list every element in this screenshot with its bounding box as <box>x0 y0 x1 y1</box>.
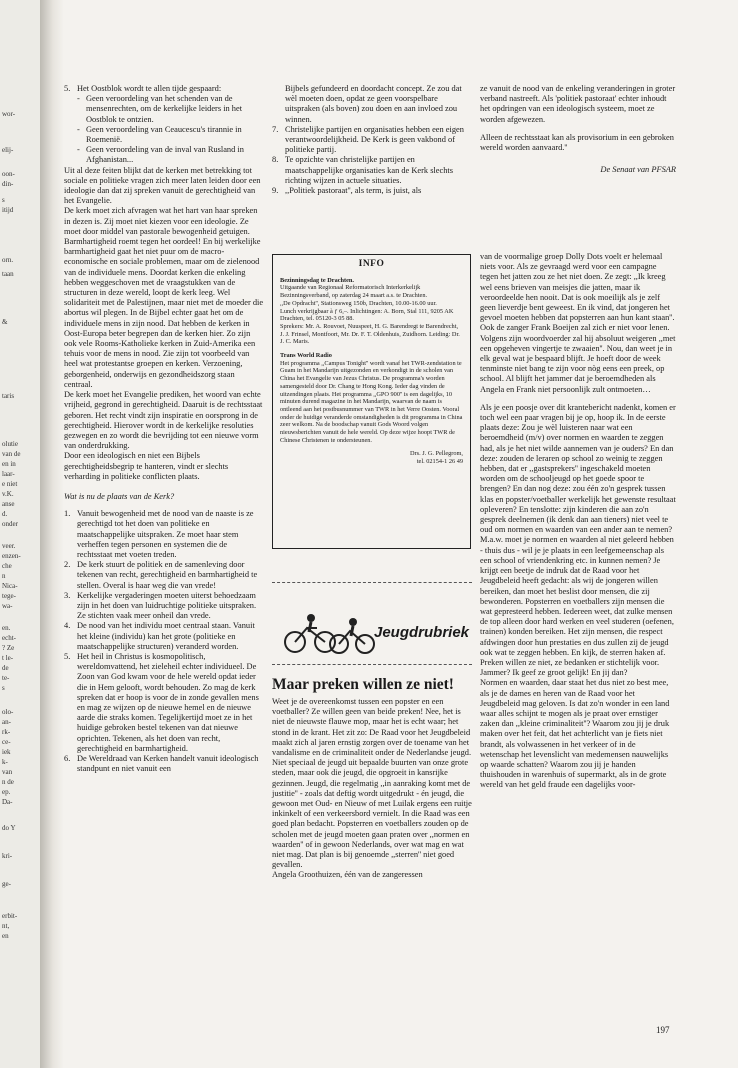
edge-fragment: Nica- <box>2 582 18 590</box>
divider <box>272 664 472 665</box>
edge-fragment: Da- <box>2 798 13 806</box>
edge-fragment: van <box>2 768 13 776</box>
left-page-edge <box>0 0 40 1068</box>
edge-fragment: che <box>2 562 12 570</box>
paragraph: van de voormalige groep Dolly Dots voelt er helemaal niets voor. Als ze gevraagd werd voor een campagne tegen het jatten zou ze het niet doen. Ze zegt: ,,Ik kreeg wel eens brieven van meisjes die jatten, maar ik veroordeelde hen nooit. Dat is ook moeilijk als je zelf geen lieverdje bent geweest. En ik vind, dat jongeren het gevoel moeten hebben dat popsterren aan hun kant staan''. Ook de zanger Frank Boeijen zal zich er niet voor lenen. Volgens zijn woordvoerder zal hij absoluut weigeren ,,met een opgeheven vingertje te zwaaien''. Nou, dan weet je in elk geval wat je bespaard blijft. Je hoeft door de week tenminste niet bang te zijn voor nòg eens een preek, op school. Al blijft het jammer dat je beroemdheden als Angela en Frank niet persoonlijk zult ontmoeten… <box>480 252 676 394</box>
info-contact-tel: tel. 02154-1 26 49 <box>416 458 463 466</box>
paragraph: Door een ideologisch en niet een Bijbels gerechtigheidsbegrip te hanteren, vindt er slechts verharding in politieke conflicten plaats. <box>64 451 229 481</box>
list-item <box>64 652 264 754</box>
list-item <box>64 591 264 622</box>
info-block-title: Bezinningsdag te Drachten. <box>280 276 354 284</box>
item-text: De nood van het individu moet centraal staan. Vanuit het kleine (individu) kan het grote (politieke en maatschappelijke structuren) veranderd worden. <box>77 621 255 651</box>
paragraph: Als je een poosje over dit krantebericht nadenkt, komen er toch wel een paar vragen bij je op, hoop ik. In de eerste plaats deze: Zou je wèl luisteren naar wat een beroemdheid (m/v) over normen en waarden te zeggen had, als je het niet wilde aannemen van je ouders? En dan deze: zouden de leraren op school zo weinig te zeggen hebben, dat er ,,gastsprekers'' ingeschakeld moeten worden om de schooljeugd op het goede spoor te brengen? En dan nog deze: zou één zo'n gesprek tussen klas en popster/voetballer werkelijk het gewenste resultaat opleveren? En tenslotte: zijn kinderen die aan zo'n gesprek deelnemen (ik denk dan aan tieners) niet veel te oud om normen en waarden van een ander aan te nemen? M.a.w. moet je normen en waarden al niet geleerd hebben - thuis dus - wil je je plaats in een leefgemeenschap als een school of vriendenkring etc. in kunnen nemen? Je krijgt een beetje de indruk dat de Raad voor het Jeugdbeleid heeft gedacht: als wij de jongeren willen bereiken, dan moet het beslist door mensen, die zij bewonderen. Popsterren en voetballers zijn mensen die wat gepresteerd hebben. Iedereen weet, dat zulke mensen de top alleen door hard werken en veel studeren (oefenen, trainen) konden bereiken. Het zijn mensen, die respect afdwingen door hun prestaties en dus zullen zij de jeugd ook wat te zeggen hebben. En kijk, de sterren haken af. Preken willen ze niet, ze bedanken er stichtelijk voor. Jammer? Ik geef ze groot gelijk! En jij dan? <box>480 402 676 678</box>
list-item <box>64 754 264 774</box>
edge-fragment: wor- <box>2 110 16 118</box>
sub-item: - Geen veroordeling van Ceaucescu's tirannie in Roemenië. <box>77 125 264 145</box>
list-item <box>272 186 472 196</box>
edge-fragment: n <box>2 572 6 580</box>
edge-fragment: t le- <box>2 654 14 662</box>
item-number: 5. <box>64 84 71 93</box>
item-number: 4. <box>64 621 71 631</box>
edge-fragment: d. <box>2 510 8 518</box>
column-left <box>64 84 264 774</box>
edge-fragment: taris <box>2 392 15 400</box>
item-number: 8. <box>272 155 279 165</box>
paragraph: Weet je de overeenkomst tussen een popster en een voetballer? Ze willen geen van beide preken! Nee, het is niet de nieuwste flauwe mop, maar het is echt waar; het stond in de krant. Het zit zo: De Raad voor het Jeugdbeleid maakt zich al jaren ernstig zorgen over de toename van het vandalisme en de criminaliteit onder de Nederlandse jeugd. Niet speciaal de jeugd uit bepaalde buurten van onze grote steden, maar ook die jeugd, die opgroeit in kansrijke gezinnen. Jeugd, die regelmatig ,,in aanraking komt met de justitie'' - zoals dat deftig wordt uitgedrukt - én jeugd, die gewoon met Oud- en Nieuw of met Luilak ergens een ruitje inkinkelt of een verkeersbord vernielt. In die Raad was een goed plan bedacht. Popsterren en voetballers zouden op de scholen met de jeugd moeten gaan praten over ,,normen en waarden'' of in gewoon Nederlands, over wat mag en wat niet mag. Dat plan is bij genoemde ,,sterren'' niet goed gevallen. <box>272 697 472 870</box>
info-box <box>272 254 471 549</box>
edge-fragment: itijd <box>2 206 14 214</box>
list-item <box>64 84 264 94</box>
edge-fragment: olo- <box>2 708 14 716</box>
item-number: 1. <box>64 509 71 519</box>
edge-fragment: rk- <box>2 728 11 736</box>
section-title: Jeugdrubriek <box>374 624 470 641</box>
item-number: 2. <box>64 560 71 570</box>
edge-fragment: erbit- <box>2 912 18 920</box>
edge-fragment: iek <box>2 748 11 756</box>
section-question: Wat is nu de plaats van de Kerk? <box>64 491 175 501</box>
item-number: 7. <box>272 124 279 134</box>
info-text: Het programma ,,Campus Tonight'' wordt vanaf het TWR-zendstation te Guam in het Mandarijn uitgezonden en verkondigt in de scholen van China het Evangelie van Jezus Christus. De programma's worden samengesteld door Dr. Chang te Hong Kong. Ieder dag vinden de uitzendingen plaats. Het programma ,,GPO 900'' is een dagelijks, 10 minuten durend magazine in het Mandarijn, waarvan de naam is ontleend aan het postbusnummer van TWR in het Verre Oosten. Vooral onder de huidige veranderde omstandigheden is dit programma in China zeer welkom. Na de boodschap vanuit Gods Woord volgen nieuwsberichten vanuit de hele wereld. Op deze wijze hoopt TWR de Chinese Christenen te ondersteunen. <box>280 359 463 444</box>
edge-fragment: v.K. <box>2 490 14 498</box>
edge-fragment: wa- <box>2 602 13 610</box>
edge-fragment: te- <box>2 674 10 682</box>
edge-fragment: enzen- <box>2 552 21 560</box>
column-right-top <box>480 84 676 175</box>
article-headline: Maar preken willen ze niet! <box>272 676 454 693</box>
edge-fragment: n de <box>2 778 14 786</box>
edge-fragment: echt- <box>2 634 16 642</box>
list-item <box>64 560 264 591</box>
edge-fragment: en <box>2 932 9 940</box>
info-text: ,,De Opdracht'', Stationsweg 150b, Drachten, 10.00-16.00 uur. <box>280 299 437 307</box>
item-text: Het heil in Christus is kosmopolitisch, wereldomvattend, het zieleheil echter individueel. De Zoon van God kwam voor de hele wereld opdat ieder die in Hem gelooft, wordt behouden. Zo mag de kerk spreken dat er hoop is voor de in zonde gevallen mens en mag ze wijzen op de nieuwe hemel en de nieuwe aarde die straks komen. Tegelijkertijd moet ze in het huidige gebroken bestel tekenen van dat nieuwe oprichten. Tekenen, als het doen van recht, gerechtigheid en barmhartigheid. <box>77 651 259 753</box>
item-text: De Wereldraad van Kerken handelt vanuit ideologisch standpunt en niet vanuit een <box>77 754 259 774</box>
item-number: 5. <box>64 651 71 661</box>
edge-fragment: & <box>2 318 8 326</box>
article-body <box>272 697 472 881</box>
edge-fragment: kri- <box>2 852 13 860</box>
edge-fragment: van de <box>2 450 21 458</box>
list-item <box>64 509 264 560</box>
divider <box>272 582 472 583</box>
edge-fragment: din- <box>2 180 14 188</box>
edge-fragment: olutie <box>2 440 18 448</box>
info-contact-name: Drs. J. G. Pellegrom, <box>410 450 463 458</box>
item-text: ,,Politiek pastoraat'', als term, is juist, als <box>285 186 422 196</box>
paragraph: Angela Groothuizen, één van de zangeressen <box>272 870 423 880</box>
info-text: Lunch verkrijgbaar à ƒ 6,–. Inlichtingen: A. Born, Stal 111, 9205 AK Drachten, tel. 05120-3 05 88. <box>280 307 454 323</box>
edge-fragment: de <box>2 664 9 672</box>
info-text: Sprekers: Mr. A. Rouvoet, Nuuspeet, H. G. Barendregt te Barendrecht, J. J. Frinsel, Montfoort, Mr. Dr. F. T. Oldenhuis, Zuidhorn. Leiding: Dr. J. C. Maris. <box>280 322 460 346</box>
sub-item: - Geen veroordeling van de inval van Rusland in Afghanistan... <box>77 145 264 165</box>
edge-fragment: nt, <box>2 922 10 930</box>
paragraph: Normen en waarden, daar staat het dus niet zo best mee, als je de dames en heren van de Raad voor het Jeugdbeleid mag geloven. Is dat zo'n wonder in een land waar alles schijnt te mogen als je praat over ernstiger zaken dan ,,kleine criminaliteit''? Waarom zou jij je druk maken over het feit, dat het achterlicht van je fiets niet brandt, als volwassenen in het verkeer of in de wetenschap het levenslicht van medemensen nauwelijks op waarde schatten? Waarom zou jij je handen thuishouden in warenhuis of supermarkt, als in de grote wereld van het geld fraude een dagelijks voor- <box>480 678 670 790</box>
info-block-title: Trans World Radio <box>280 352 332 360</box>
item-number: 3. <box>64 590 71 600</box>
paragraph: Bijbels gefundeerd en doordacht concept. Ze zou dat wèl moeten doen, opdat ze geen voorspelbare uitspraken (als boven) zou doen en aan invloed zou winnen. <box>285 84 462 124</box>
edge-fragment: onder <box>2 520 18 528</box>
paragraph: De kerk moet zich afvragen wat het hart van haar spreken in dezen is. Zij moet niet kiezen voor een ideologie. Ze moet door middel van pastorale bewogenheid getuigen. Barmhartigheid roemt tegen het oordeel! En bij werkelijke barmhartigheid gaat het niet puur om de macro-economische en sociale problemen, maar om de zielenood van de individuele mens. Doordat kerken die enkeling hebben weggeschoven met de vraagstukken van de structuren in deze wereld, loopt de kerk leeg. Wel solidariteit met de Palestijnen, maar niet met de moeder die abortus wil plegen. In de Bijbel echter gaat het om de individuele mens in zijn nood. Dat hebben de kerken in Oost-Europa beter begrepen dan de kerken hier. Zo zijn ook vele Rooms-Katholieke kerken in Zuid-Amerika een tehuis voor de mens in nood. Zie zijn tot voorbeeld van heel wat protestantse groepen en kerken. Verzoening, geborgenheid, onderwijs en gezondheidszorg staan centraal. <box>64 206 264 389</box>
item-number: 9. <box>272 186 279 196</box>
edge-fragment: s <box>2 684 5 692</box>
book-spine <box>40 0 64 1068</box>
edge-fragment: an- <box>2 718 11 726</box>
edge-fragment: ? Ze <box>2 644 15 652</box>
edge-fragment: k- <box>2 758 8 766</box>
edge-fragment: do Y <box>2 824 16 832</box>
info-title: INFO <box>358 259 385 269</box>
paragraph: ze vanuit de nood van de enkeling veranderingen in groter verband nastreeft. Als 'politiek pastoraat' echter inhoudt het opdringen van een ideologisch systeem, moet ze worden afgewezen. <box>480 84 676 124</box>
paragraph: De kerk moet het Evangelie prediken, het woord van echte vrijheid, gegrond in gerechtigheid. Daaruit is de rechtsstaat geboren. Het recht vindt zijn inspiratie en oorsprong in de gerechtigheid. Hierover wordt in de kerkelijke resoluties gezwegen en zo wordt die bevrijding tot een nieuwe vorm van onderdrukking. <box>64 390 263 451</box>
sub-item: - Geen veroordeling van het schenden van de mensenrechten, om de kerkelijke leiders in het Oostblok te ontzien. <box>77 94 264 125</box>
item-text: Het Oostblok wordt te allen tijde gespaard: <box>77 84 222 93</box>
edge-fragment: tege- <box>2 592 16 600</box>
edge-fragment: ep. <box>2 788 11 796</box>
edge-fragment: oon- <box>2 170 15 178</box>
edge-fragment: laar- <box>2 470 15 478</box>
edge-fragment: orn. <box>2 256 14 264</box>
item-number: 6. <box>64 754 71 763</box>
column-right-bottom <box>480 252 676 791</box>
paragraph: Alleen de rechtsstaat kan als provisorium in een gebroken wereld worden aanvaard.'' <box>480 132 674 153</box>
edge-fragment: en in <box>2 460 16 468</box>
edge-fragment: elij- <box>2 146 14 154</box>
page-number: 197 <box>656 1025 670 1035</box>
list-item <box>64 621 264 652</box>
edge-fragment: s <box>2 196 5 204</box>
edge-fragment: taan <box>2 270 14 278</box>
edge-fragment: ge- <box>2 880 11 888</box>
info-text: Uitgaande van Regionaal Reformatorisch Interkerkelijk Bezinningsverband, op zaterdag 24 maart a.s. te Drachten. <box>280 284 428 300</box>
column-middle-top <box>272 84 472 196</box>
list-item <box>272 155 472 186</box>
item-text: Vanuit bewogenheid met de nood van de naaste is ze gerechtigd tot het doen van politieke en maatschappelijke uitspraken. Ze moet haar stem verheffen tegen personen en systemen die de rechtsstaat met voeten treden. <box>77 509 254 559</box>
list-item <box>272 125 472 156</box>
item-text: Christelijke partijen en organisaties hebben een eigen verantwoordelijkheid. De Kerk is geen vakbond of politieke partij. <box>285 124 464 155</box>
edge-fragment: anse <box>2 500 15 508</box>
paragraph: Uit al deze feiten blijkt dat de kerken met betrekking tot sociale en politieke vragen zich meer laten leiden door een ideologie dan dat zij spreken vanuit de gerechtigheid van het Evangelie. <box>64 165 261 206</box>
edge-fragment: en. <box>2 624 11 632</box>
item-text: Te opzichte van christelijke partijen en maatschappelijke organisaties kan de Kerk slechts richting wijzen in actuele situaties. <box>285 155 453 185</box>
edge-fragment: veer. <box>2 542 16 550</box>
signature: De Senaat van PFSAR <box>600 165 676 175</box>
item-text: Kerkelijke vergaderingen moeten uiterst behoedzaam zijn in het doen van luidruchtige politieke uitspraken. Ze stichten vaak meer onheil dan vrede. <box>77 590 257 621</box>
edge-fragment: ce- <box>2 738 11 746</box>
item-text: De kerk stuurt de politiek en de samenleving door tekenen van recht, gerechtigheid en barmhartigheid te stellen. Overal is haar weg die van vrede! <box>77 560 258 590</box>
edge-fragment: e niet <box>2 480 18 488</box>
